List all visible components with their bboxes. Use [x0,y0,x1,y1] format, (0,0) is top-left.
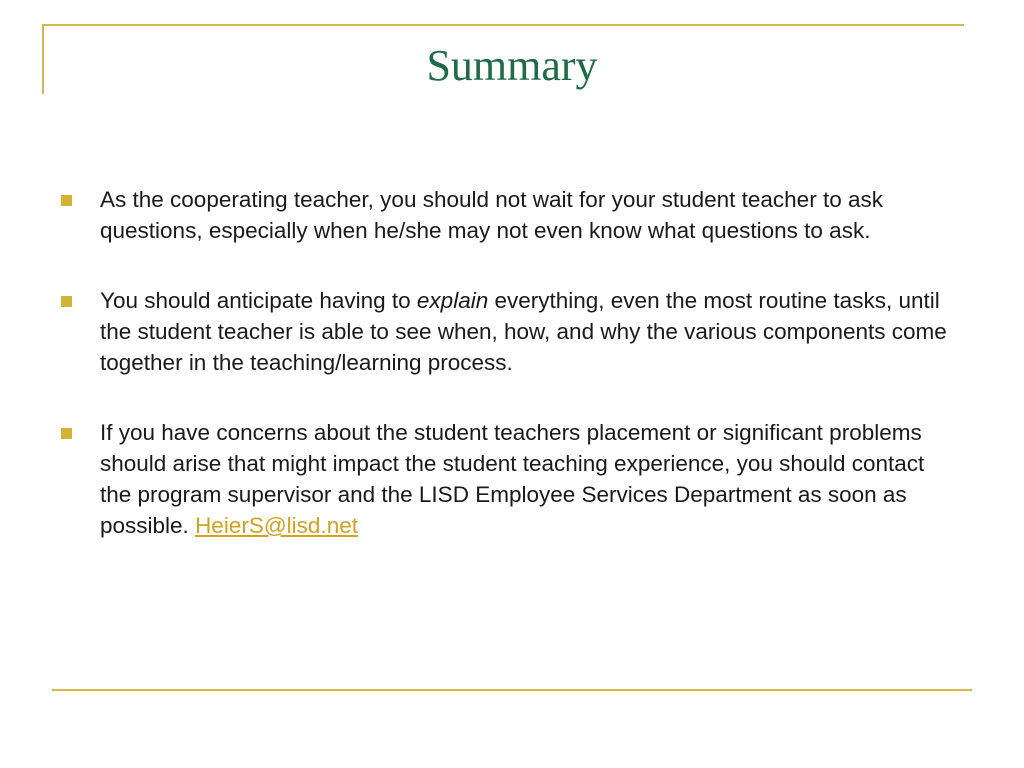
slide-title: Summary [426,41,598,90]
frame-top-border [42,24,964,26]
bullet-text-end: everything, even the most routine tasks, until the student teacher is able to see when, how, and why the various components come together in the teaching/learning process. [100,288,947,375]
bullet-item-concerns [60,417,960,541]
bullet-text: If you have concerns about the student teachers placement or significant problems should arise that might impact the student teaching experience, you should contact the program supervisor and the LISD Employee Services Department as soon as possible. [100,420,925,538]
square-bullet-icon [61,296,72,307]
bullet-text-start: You should anticipate having to [100,288,417,313]
bullet-item-anticipate [60,285,960,378]
square-bullet-icon [61,195,72,206]
square-bullet-icon [61,428,72,439]
bullet-item-cooperating-teacher [60,184,960,246]
bullet-list [60,184,960,580]
email-link[interactable]: HeierS@lisd.net [195,513,358,538]
bullet-text: As the cooperating teacher, you should not wait for your student teacher to ask questions, especially when he/she may not even know what questions to ask. [100,187,883,243]
frame-bottom-border [52,689,972,691]
bullet-text-emphasis: explain [416,288,489,313]
